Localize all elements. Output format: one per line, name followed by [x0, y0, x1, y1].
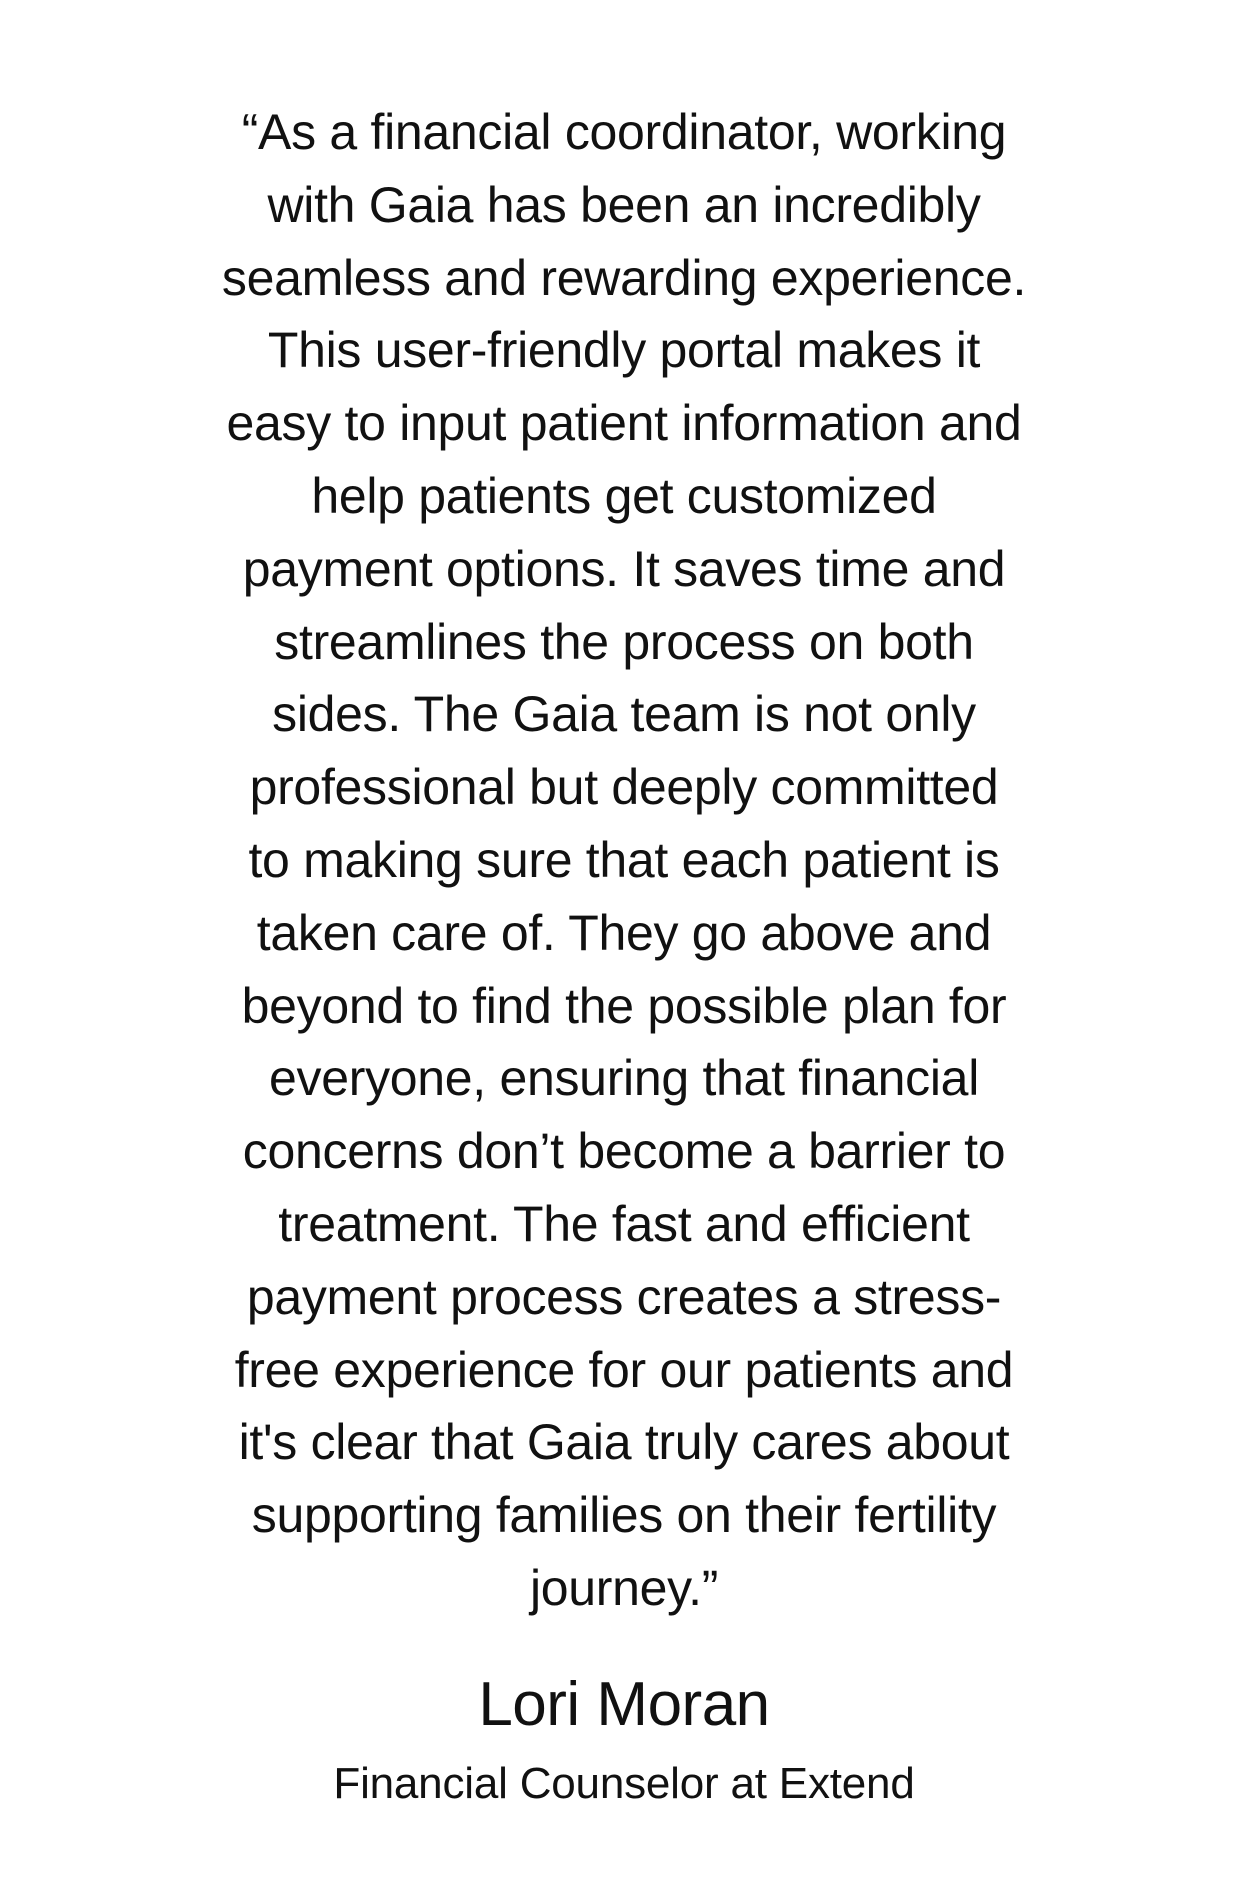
- quote-line: supporting families on their fertility: [251, 1487, 997, 1544]
- quote-line: payment options. It saves time and: [242, 540, 1006, 597]
- quote-line: help patients get customized: [311, 467, 937, 524]
- quote-line: concerns don’t become a barrier to: [242, 1123, 1006, 1180]
- quote-line: sides. The Gaia team is not only: [272, 686, 976, 743]
- quote-line: “As a financial coordinator, working: [241, 104, 1007, 160]
- quote-line: treatment. The fast and efficient: [278, 1195, 970, 1252]
- quote-line: everyone, ensuring that financial: [269, 1050, 979, 1107]
- quote-line: easy to input patient information and: [226, 395, 1022, 452]
- testimonial-quote: [0, 96, 1248, 1625]
- author-name: Lori Moran: [478, 1670, 770, 1739]
- quote-line: streamlines the process on both: [274, 613, 974, 670]
- quote-line: to making sure that each patient is: [248, 831, 1000, 888]
- quote-line: professional but deeply committed: [249, 759, 999, 816]
- quote-line: seamless and rewarding experience.: [221, 249, 1027, 306]
- quote-line: beyond to find the possible plan for: [241, 977, 1007, 1034]
- quote-line: This user-friendly portal makes it: [267, 322, 981, 379]
- quote-line: taken care of. They go above and: [256, 904, 992, 961]
- author-role: Financial Counselor at Extend: [333, 1759, 915, 1808]
- quote-line: it's clear that Gaia truly cares about: [238, 1414, 1010, 1471]
- quote-line: with Gaia has been an incredibly: [267, 176, 981, 233]
- quote-line: payment process creates a stress-: [246, 1268, 1002, 1325]
- quote-line: journey.”: [529, 1559, 719, 1616]
- quote-line: free experience for our patients and: [234, 1341, 1014, 1398]
